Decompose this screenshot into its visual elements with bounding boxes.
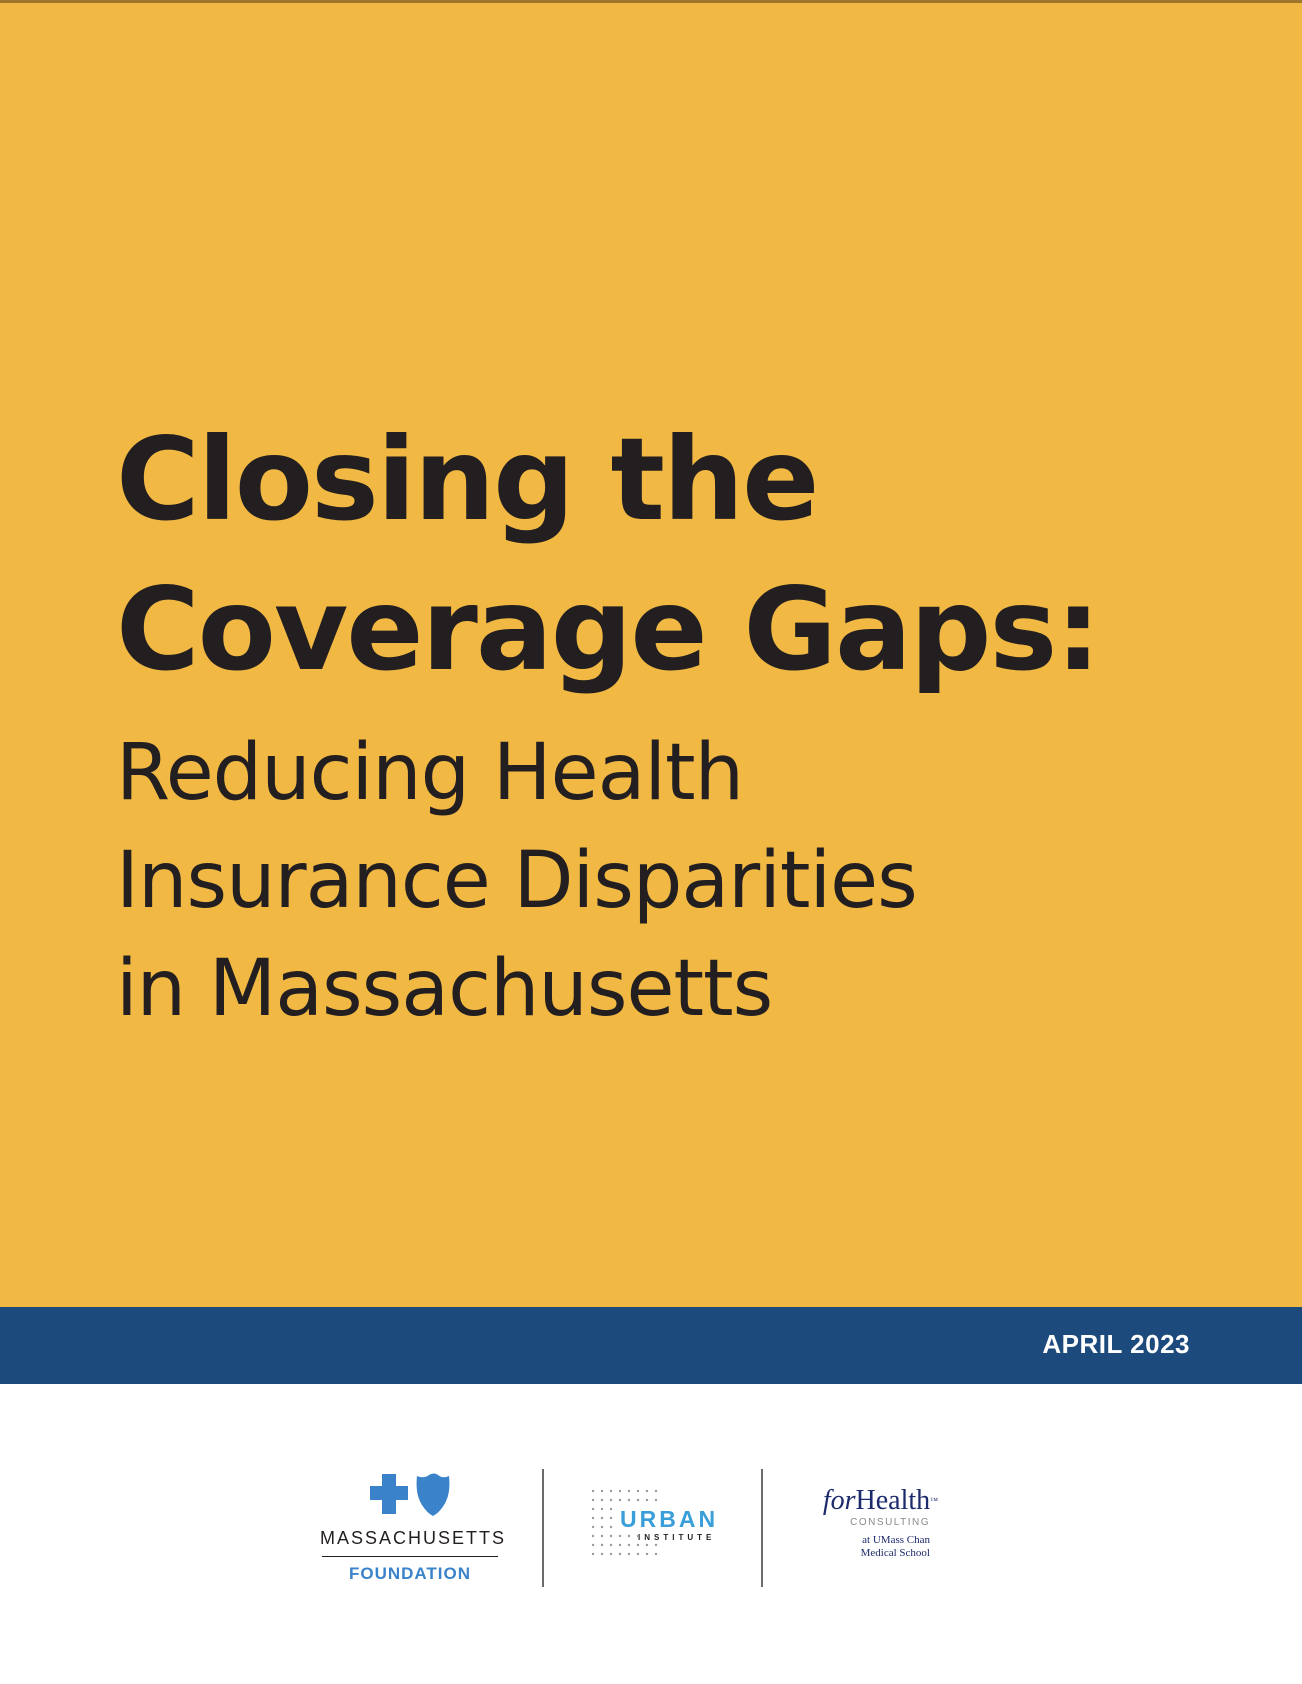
urban-institute-label: INSTITUTE	[638, 1533, 716, 1542]
publication-date: APRIL 2023	[1042, 1329, 1190, 1359]
forhealth-umass-label	[808, 1534, 938, 1560]
bcbs-foundation-logo	[320, 1472, 507, 1583]
urban-name: URBAN	[620, 1506, 719, 1532]
umass-line-2: Medical School	[860, 1547, 930, 1559]
date-bar	[0, 1307, 1302, 1384]
partner-logos	[0, 1384, 1302, 1684]
logo-divider-2	[761, 1469, 763, 1587]
subtitle-line-2: Insurance Disparities	[116, 836, 917, 926]
report-subtitle	[116, 719, 1216, 1043]
cross-icon	[370, 1474, 408, 1514]
shield-icon	[417, 1474, 450, 1517]
trademark-icon: ™	[930, 1496, 938, 1505]
bcbs-foundation-label: FOUNDATION	[348, 1564, 472, 1583]
title-line-2: Coverage Gaps:	[116, 563, 1099, 696]
forhealth-consulting-logo	[808, 1487, 938, 1567]
forhealth-consulting-label: CONSULTING	[850, 1517, 930, 1528]
forhealth-prefix: for	[822, 1485, 856, 1516]
forhealth-health: Health	[855, 1485, 931, 1516]
title-line-1: Closing the	[116, 413, 818, 546]
bcbs-name: MASSACHUSETTS	[320, 1528, 507, 1548]
logo-divider-1	[542, 1469, 544, 1587]
bcbs-marks	[368, 1472, 458, 1518]
forhealth-name	[808, 1487, 938, 1515]
subtitle-line-1: Reducing Health	[116, 728, 744, 818]
urban-institute-logo	[590, 1488, 720, 1568]
umass-line-1: at UMass Chan	[862, 1534, 930, 1546]
subtitle-line-3: in Massachusetts	[116, 944, 773, 1034]
report-title	[116, 405, 1216, 705]
title-block	[116, 405, 1216, 1043]
bcbs-divider-rule	[322, 1556, 498, 1557]
